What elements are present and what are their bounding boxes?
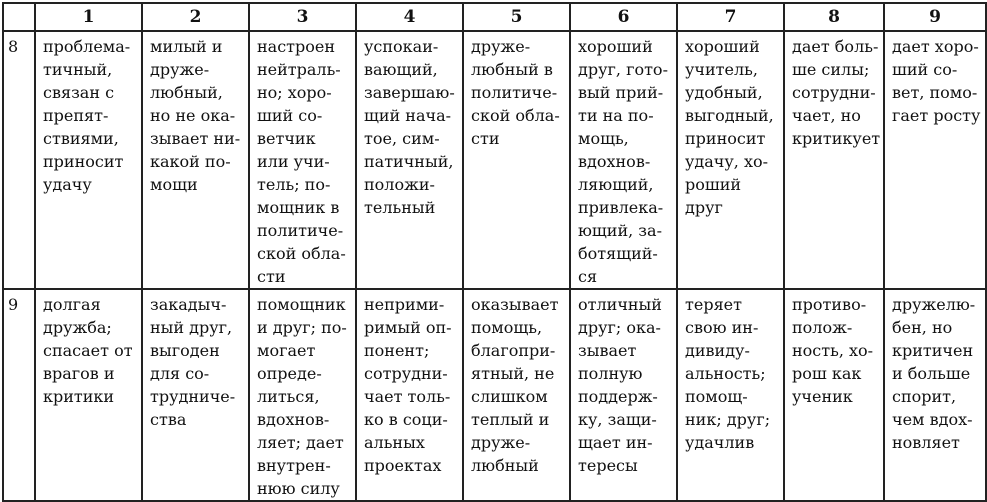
corner-cell bbox=[3, 3, 35, 31]
compatibility-table bbox=[2, 2, 987, 502]
column-header: 2 bbox=[142, 3, 249, 31]
header-row bbox=[3, 3, 986, 31]
table-cell: помощник и друг; по- могает опреде- литься, вдохнов- ляет; дает внутрен- нюю силу bbox=[249, 289, 356, 501]
table-cell: друже- любный в политиче- ской обла- сти bbox=[463, 31, 570, 289]
column-header: 3 bbox=[249, 3, 356, 31]
table-cell: отличный друг; ока- зывает полную поддерж- ку, защи- щает ин- тересы bbox=[570, 289, 677, 501]
table-cell: долгая дружба; спасает от врагов и критики bbox=[35, 289, 142, 501]
table-cell: теряет свою ин- дивиду- альность; помощ- ник; друг; удачлив bbox=[677, 289, 784, 501]
table-cell: успокаи- вающий, завершаю- щий нача- тое, сим- патичный, положи- тельный bbox=[356, 31, 463, 289]
table-row bbox=[3, 289, 986, 501]
column-header: 1 bbox=[35, 3, 142, 31]
table-cell: противо- полож- ность, хо- рош как ученик bbox=[784, 289, 884, 501]
table-cell: дает боль- ше силы; сотрудни- чает, но критикует bbox=[784, 31, 884, 289]
column-header: 7 bbox=[677, 3, 784, 31]
table-cell: оказывает помощь, благопри- ятный, не слишком теплый и друже- любный bbox=[463, 289, 570, 501]
table-cell: неприми- римый оп- понент; сотрудни- чает толь- ко в соци- альных проектах bbox=[356, 289, 463, 501]
row-number: 8 bbox=[3, 31, 35, 289]
table-cell: хороший учитель, удобный, выгодный, приносит удачу, хо- роший друг bbox=[677, 31, 784, 289]
table-cell: милый и друже- любный, но не ока- зывает ни- какой по- мощи bbox=[142, 31, 249, 289]
column-header: 9 bbox=[884, 3, 986, 31]
column-header: 8 bbox=[784, 3, 884, 31]
table-cell: дает хоро- ший со- вет, помо- гает росту bbox=[884, 31, 986, 289]
table-cell: настроен нейтраль- но; хоро- ший со- ветчик или учи- тель; по- мощник в политиче- ской обла- сти bbox=[249, 31, 356, 289]
table-cell: закадыч- ный друг, выгоден для со- трудниче- ства bbox=[142, 289, 249, 501]
column-header: 6 bbox=[570, 3, 677, 31]
table-cell: дружелю- бен, но критичен и больше спорит, чем вдох- новляет bbox=[884, 289, 986, 501]
row-number: 9 bbox=[3, 289, 35, 501]
table-cell: хороший друг, гото- вый прий- ти на по- мощь, вдохнов- ляющий, привлека- ющий, за- ботящий- ся bbox=[570, 31, 677, 289]
table-cell: проблема- тичный, связан с препят- ствиями, приносит удачу bbox=[35, 31, 142, 289]
column-header: 5 bbox=[463, 3, 570, 31]
column-header: 4 bbox=[356, 3, 463, 31]
table-row bbox=[3, 31, 986, 289]
